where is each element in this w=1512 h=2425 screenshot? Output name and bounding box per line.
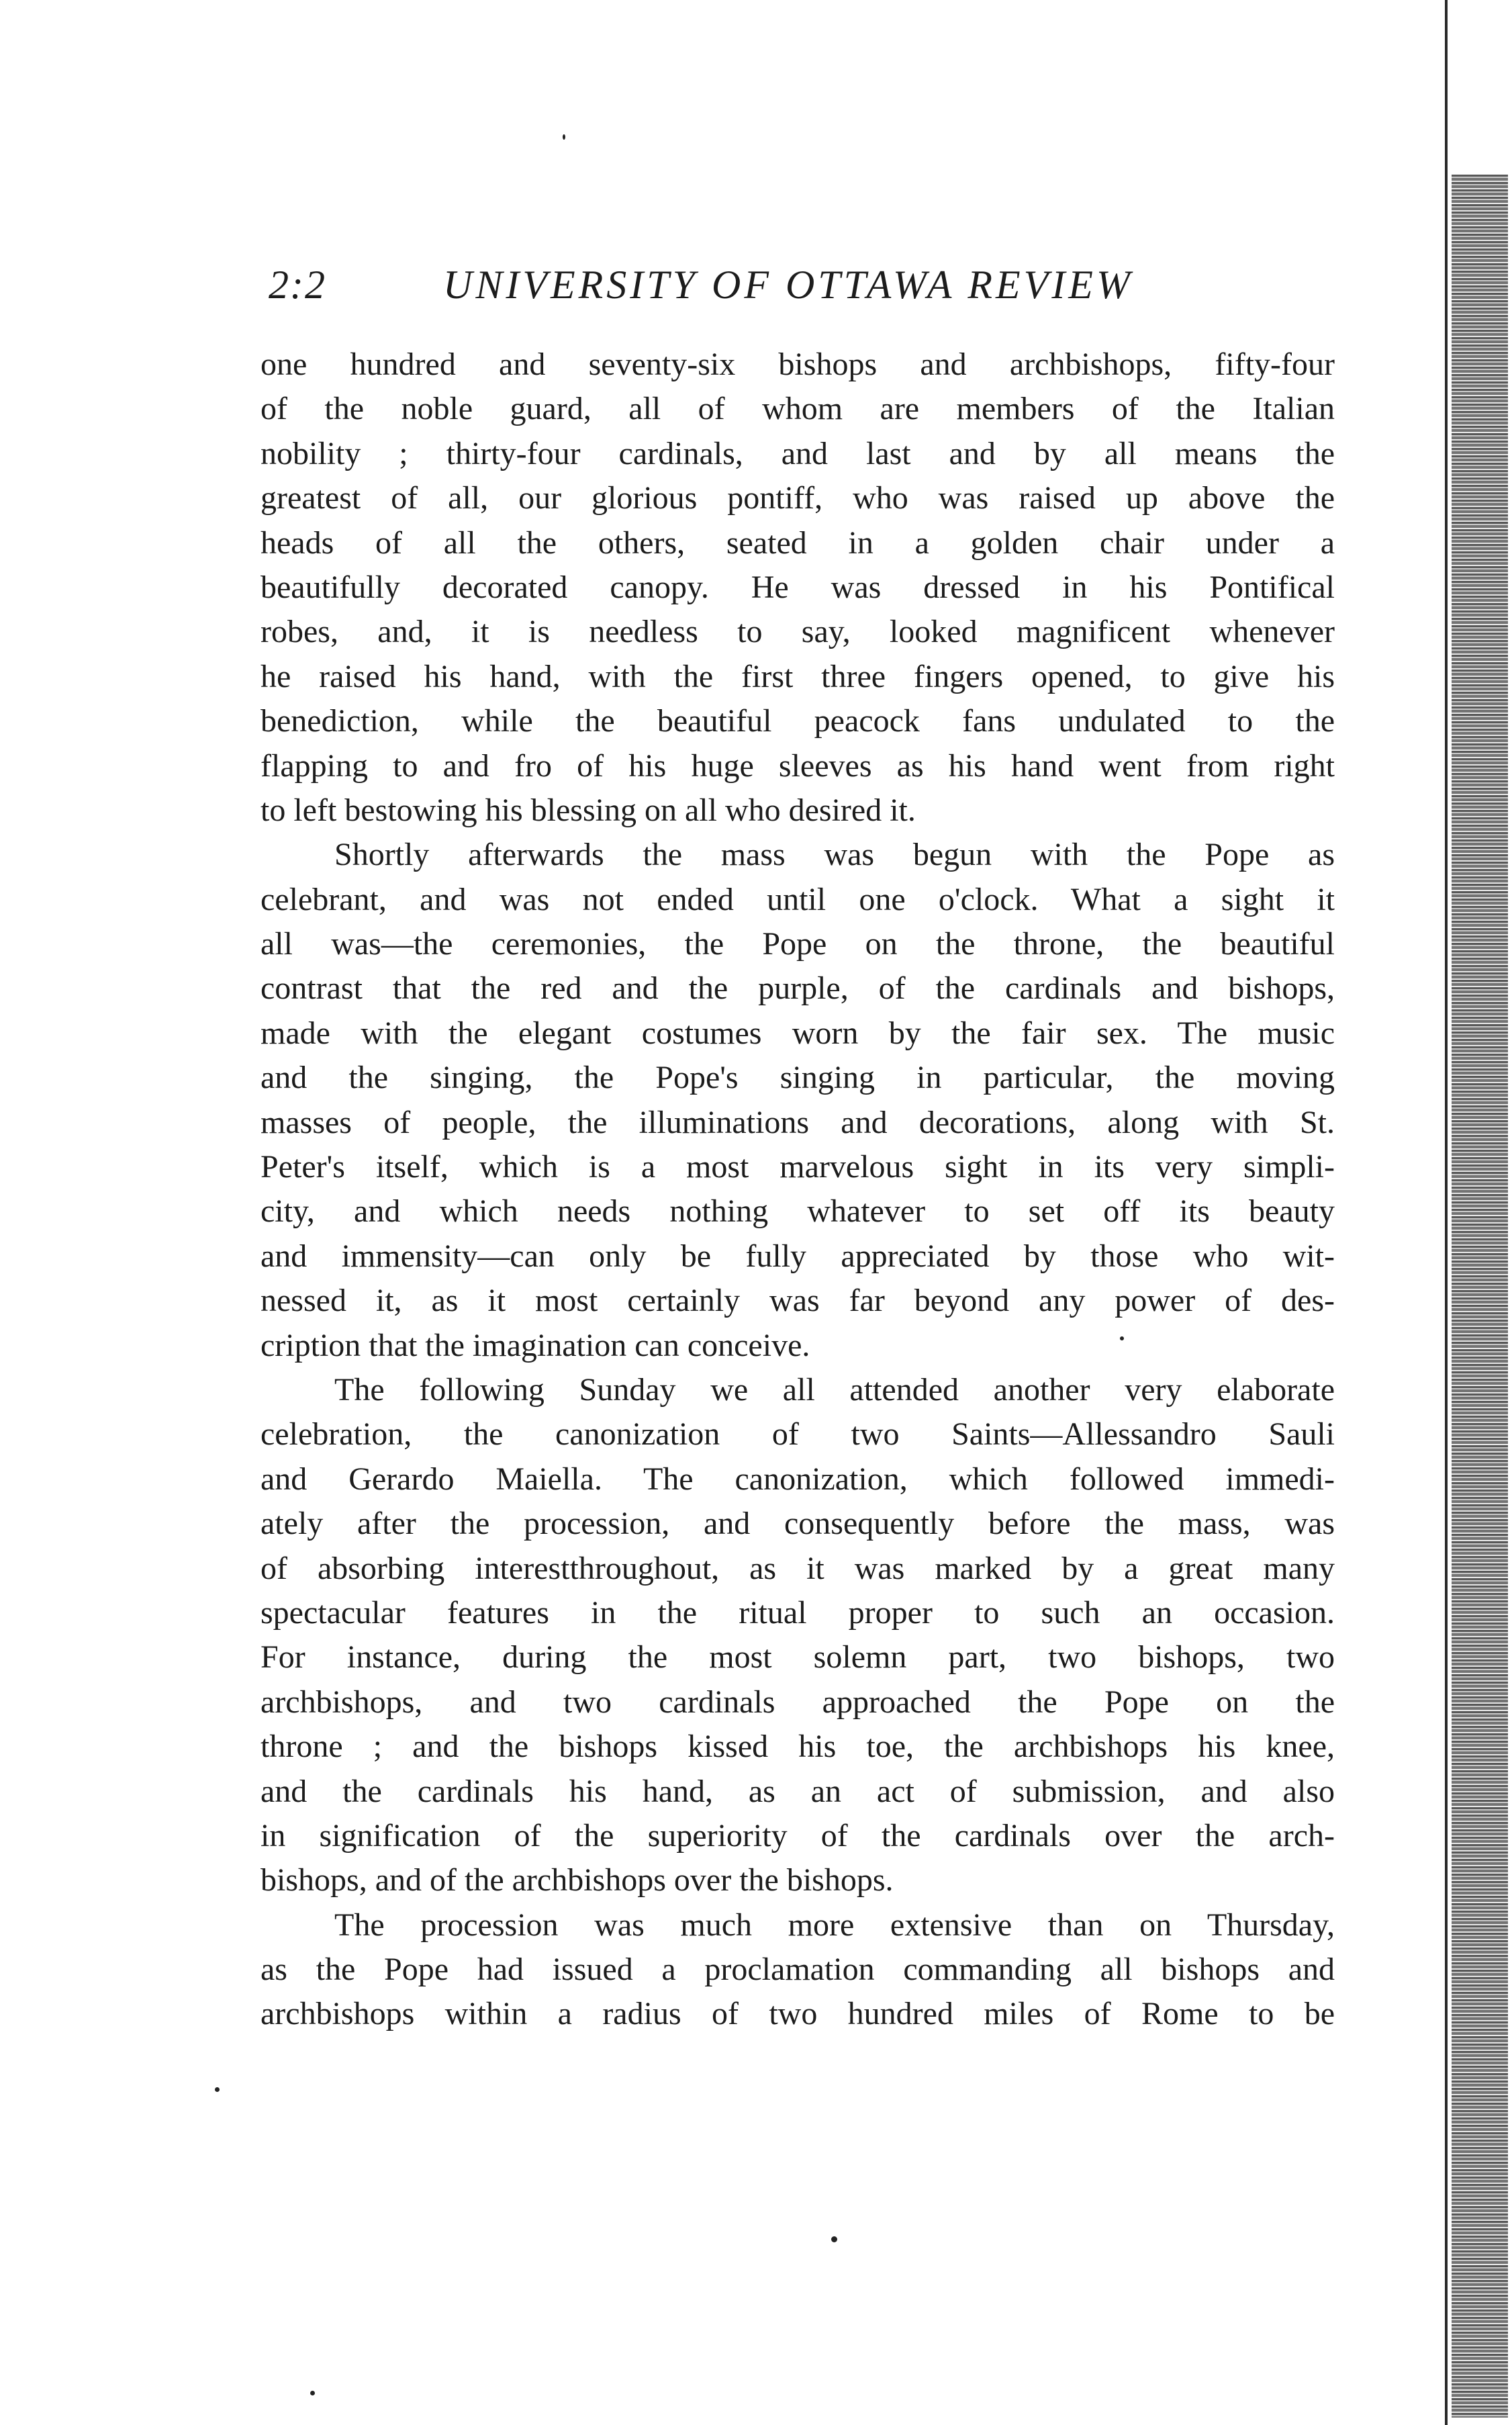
text-line: flapping to and fro of his huge sleeves as his hand went from right	[261, 747, 1335, 784]
text-line: all was—the ceremonies, the Pope on the throne, the beautiful	[261, 926, 1335, 962]
text-line: made with the elegant costumes worn by the fair sex. The music	[261, 1015, 1335, 1051]
ink-speck	[831, 2236, 837, 2242]
text-line: heads of all the others, seated in a golden chair under a	[261, 524, 1335, 561]
text-line: celebrant, and was not ended until one o'clock. What a sight it	[261, 881, 1335, 917]
text-line: masses of people, the illuminations and decorations, along with St.	[261, 1104, 1335, 1140]
paragraph-1	[261, 342, 1335, 833]
text-line: Shortly afterwards the mass was begun with the Pope as	[334, 837, 1335, 873]
text-line: For instance, during the most solemn part, two bishops, two	[261, 1639, 1335, 1676]
binding-scan-shadow	[1452, 175, 1508, 2418]
text-line: one hundred and seventy-six bishops and archbishops, fifty-four	[261, 347, 1335, 382]
text-line: archbishops, and two cardinals approached the Pope on the	[261, 1684, 1335, 1720]
page-edge-rule	[1445, 0, 1448, 2425]
text-line: of the noble guard, all of whom are members of the Italian	[261, 391, 1335, 427]
paragraph-3	[261, 1368, 1335, 1903]
paragraph-4	[261, 1903, 1335, 2037]
running-head	[269, 262, 1356, 309]
text-line: of absorbing interestthroughout, as it was marked by a great many	[261, 1550, 1335, 1586]
paragraph-2	[261, 833, 1335, 1368]
text-line: spectacular features in the ritual proper to such an occasion.	[261, 1594, 1335, 1631]
ink-speck	[215, 2087, 220, 2092]
text-line: nobility ; thirty-four cardinals, and last and by all means the	[261, 435, 1335, 471]
ink-speck	[310, 2391, 315, 2395]
text-line: and the singing, the Pope's singing in particular, the moving	[261, 1060, 1335, 1096]
text-line: he raised his hand, with the first three fingers opened, to give his	[261, 658, 1335, 694]
text-line: robes, and, it is needless to say, looked magnificent whenever	[261, 614, 1335, 650]
text-line: nessed it, as it most certainly was far beyond any power of des-	[261, 1283, 1335, 1319]
text-line: greatest of all, our glorious pontiff, who was raised up above the	[261, 480, 1335, 516]
text-line: Peter's itself, which is a most marvelous sight in its very simpli-	[261, 1149, 1335, 1185]
text-line: The following Sunday we all attended another very elaborate	[334, 1371, 1335, 1408]
body-text	[261, 342, 1335, 2037]
journal-title: UNIVERSITY OF OTTAWA REVIEW	[443, 263, 1133, 307]
text-line: in signification of the superiority of the cardinals over the arch-	[261, 1817, 1335, 1854]
text-line: and Gerardo Maiella. The canonization, which followed immedi-	[261, 1461, 1335, 1497]
text-line: ately after the procession, and consequently before the mass, was	[261, 1506, 1335, 1542]
page-number: 2:2	[269, 263, 326, 307]
text-line: throne ; and the bishops kissed his toe, the archbishops his knee,	[261, 1729, 1335, 1765]
text-line: celebration, the canonization of two Saints—Allessandro Sauli	[261, 1416, 1335, 1453]
text-line: and immensity—can only be fully appreciated by those who wit-	[261, 1238, 1335, 1274]
text-line: city, and which needs nothing whatever to set off its beauty	[261, 1193, 1335, 1230]
text-line: bishops, and of the archbishops over the bishops.	[261, 1862, 894, 1898]
text-line: and the cardinals his hand, as an act of submission, and also	[261, 1773, 1335, 1809]
text-line: cription that the imagination can conceive.	[261, 1327, 810, 1363]
text-line: archbishops within a radius of two hundred miles of Rome to be	[261, 1996, 1335, 2032]
ink-speck	[1120, 1336, 1124, 1340]
text-line: The procession was much more extensive than on Thursday,	[334, 1907, 1335, 1943]
ink-speck	[563, 134, 565, 140]
text-line: as the Pope had issued a proclamation commanding all bishops and	[261, 1952, 1335, 1988]
text-line: beautifully decorated canopy. He was dressed in his Pontifical	[261, 569, 1335, 605]
text-line: to left bestowing his blessing on all who desired it.	[261, 792, 916, 828]
text-line: benediction, while the beautiful peacock fans undulated to the	[261, 703, 1335, 739]
text-line: contrast that the red and the purple, of the cardinals and bishops,	[261, 970, 1335, 1007]
